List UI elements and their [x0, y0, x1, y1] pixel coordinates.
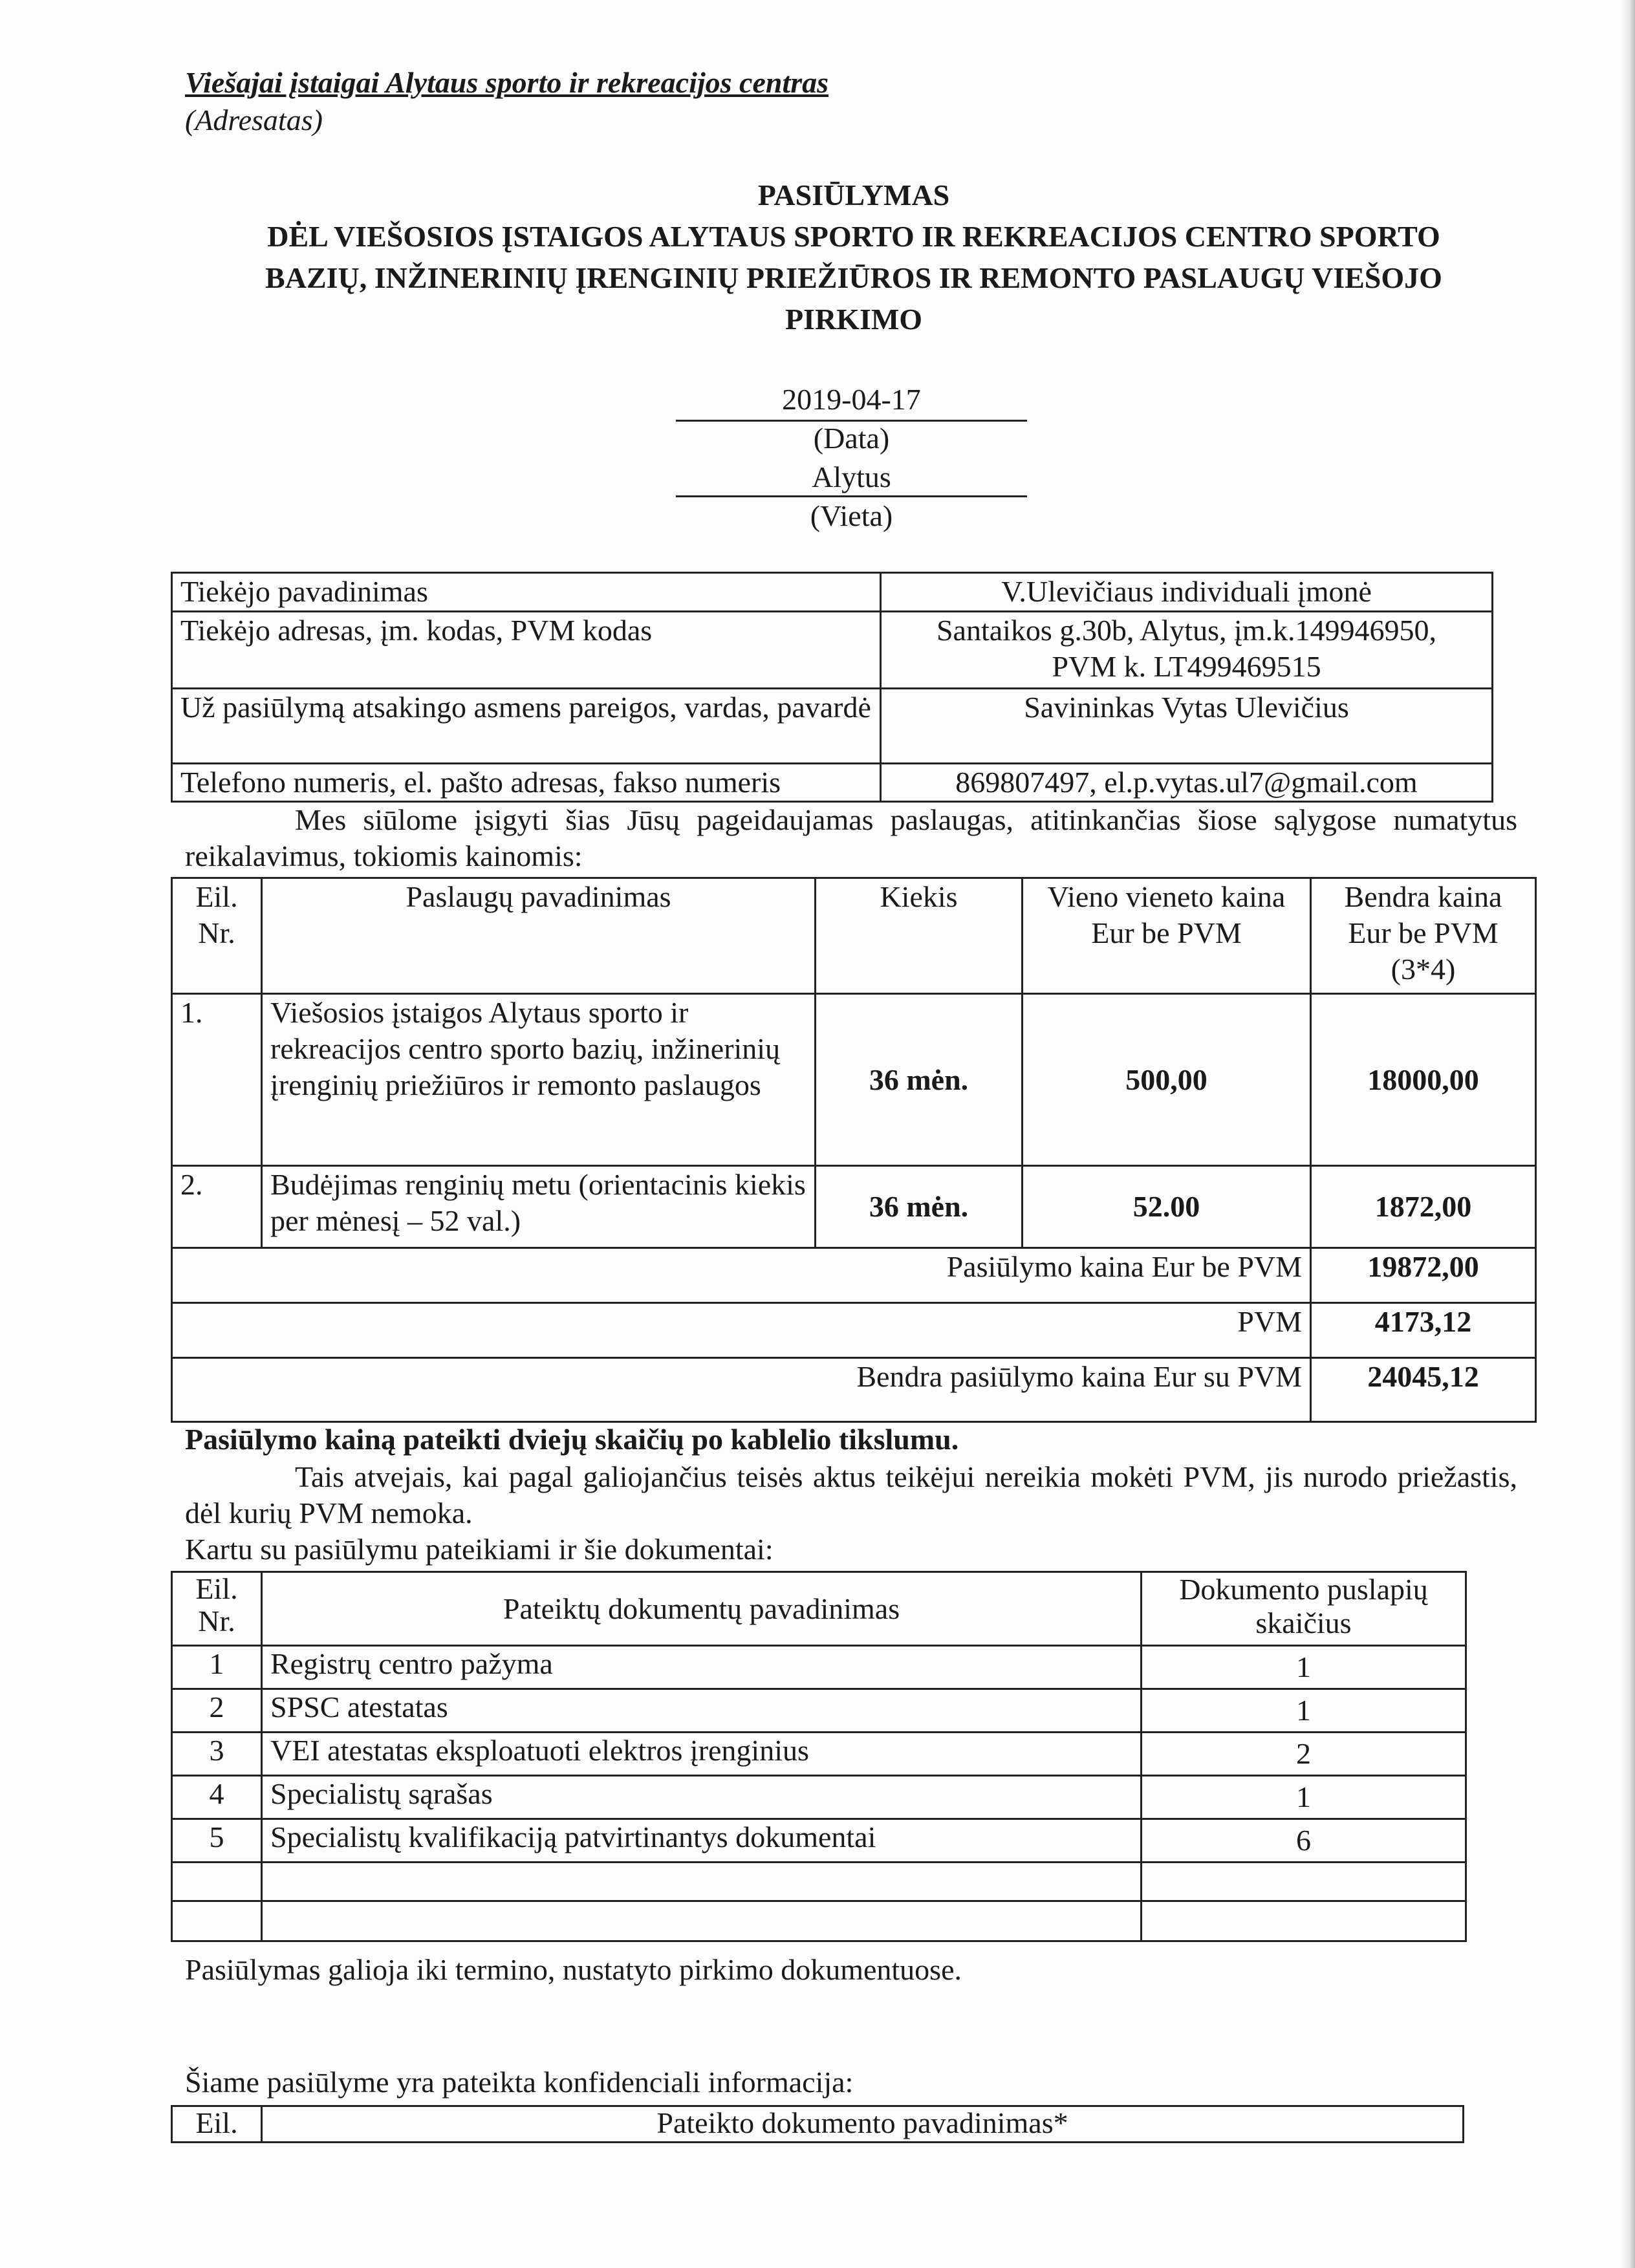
document-row: [172, 1733, 1466, 1776]
title-line: DĖL VIEŠOSIOS ĮSTAIGOS ALYTAUS SPORTO IR REKREACIJOS CENTRO SPORTO: [267, 220, 1440, 253]
service-row: [172, 1166, 1536, 1248]
validity-statement: Pasiūlymas galioja iki termino, nustatyto pirkimo dokumentuose.: [185, 1953, 962, 1986]
service-row: [172, 994, 1536, 1166]
service-nr: 2.: [172, 1166, 262, 1248]
document-row-empty: [172, 1901, 1466, 1941]
header-qty: Kiekis: [816, 878, 1023, 994]
grand-total-row: [172, 1358, 1536, 1422]
grand-total-label: Bendra pasiūlymo kaina Eur su PVM: [172, 1358, 1311, 1422]
service-name: Viešosios įstaigos Alytaus sporto ir rekreacijos centro sporto bazių, inžinerinių įrenginių priežiūros ir remonto paslaugos: [262, 994, 816, 1166]
precision-note: Pasiūlymo kainą pateikti dviejų skaičių po kablelio tikslumu.: [185, 1423, 959, 1456]
supplier-row: [172, 689, 1493, 764]
service-total: 1872,00: [1311, 1166, 1536, 1248]
total-row: [172, 1248, 1536, 1303]
supplier-row: [172, 573, 1493, 612]
document-row: [172, 1819, 1466, 1863]
supplier-value: 869807497, el.p.vytas.ul7@gmail.com: [881, 764, 1493, 802]
header-nr: Eil. Nr.: [172, 878, 262, 994]
confidential-intro: Šiame pasiūlyme yra pateikta konfidenciali informacija:: [185, 2066, 854, 2099]
services-table: [171, 877, 1537, 1423]
place-label: (Vieta): [810, 499, 893, 532]
document-row: [172, 1689, 1466, 1733]
documents-intro: Kartu su pasiūlymu pateikiami ir šie dokumentai:: [185, 1533, 774, 1566]
service-nr: 1.: [172, 994, 262, 1166]
supplier-label: Už pasiūlymą atsakingo asmens pareigos, vardas, pavardė: [172, 689, 881, 764]
place-underline: [676, 495, 1027, 497]
supplier-value: [881, 612, 1493, 689]
supplier-table: [171, 572, 1493, 803]
doc-pages: 1: [1142, 1646, 1466, 1689]
doc-nr: 4: [172, 1776, 262, 1819]
doc-name: Specialistų kvalifikaciją patvirtinantys dokumentai: [262, 1819, 1142, 1863]
header-name: Paslaugų pavadinimas: [262, 878, 816, 994]
service-qty: 36 mėn.: [816, 1166, 1023, 1248]
title-line: BAZIŲ, INŽINERINIŲ ĮRENGINIŲ PRIEŽIŪROS IR REMONTO PASLAUGŲ VIEŠOJO: [265, 261, 1442, 294]
document-row: [172, 1776, 1466, 1819]
doc-nr: 1: [172, 1646, 262, 1689]
header-unit-price: Vieno vieneto kaina Eur be PVM: [1023, 878, 1311, 994]
doc-pages: 1: [1142, 1776, 1466, 1819]
doc-name: Specialistų sąrašas: [262, 1776, 1142, 1819]
supplier-row: [172, 764, 1493, 802]
doc-nr: 2: [172, 1689, 262, 1733]
header-total: Bendra kaina Eur be PVM (3*4): [1311, 878, 1536, 994]
document-title: [171, 175, 1537, 340]
documents-header-row: [172, 1572, 1466, 1646]
intro-paragraph: Mes siūlome įsigyti šias Jūsų pageidaujamas paslaugas, atitinkančias šiose sąlygose numatytus reikalavimus, tokiomis kainomis:: [185, 803, 1517, 872]
title-line: PIRKIMO: [785, 303, 923, 336]
vat-line: PVM k. LT499469515: [1052, 650, 1321, 683]
doc-pages: 6: [1142, 1819, 1466, 1863]
vat-value: 4173,12: [1311, 1303, 1536, 1358]
supplier-label: Tiekėjo adresas, įm. kodas, PVM kodas: [172, 612, 881, 689]
header-doc-name: Pateikto dokumento pavadinimas*: [262, 2106, 1464, 2143]
title-line: PASIŪLYMAS: [757, 178, 950, 211]
doc-nr: 5: [172, 1819, 262, 1863]
service-qty: 36 mėn.: [816, 994, 1023, 1166]
scan-edge: [1621, 0, 1635, 2268]
supplier-value: Savininkas Vytas Ulevičius: [881, 689, 1493, 764]
doc-name: VEI atestatas eksploatuoti elektros įrenginius: [262, 1733, 1142, 1776]
address-line: Santaikos g.30b, Alytus, įm.k.149946950,: [936, 614, 1437, 647]
header-nr: Eil. Nr.: [172, 1572, 262, 1646]
date-value: 2019-04-17: [782, 383, 921, 416]
service-name: Budėjimas renginių metu (orientacinis kiekis per mėnesį – 52 val.): [262, 1166, 816, 1248]
doc-name: SPSC atestatas: [262, 1689, 1142, 1733]
date-place-block: [676, 380, 1027, 535]
doc-nr: 3: [172, 1733, 262, 1776]
date-label: (Data): [813, 422, 890, 455]
supplier-row: [172, 612, 1493, 689]
vat-note: Tais atvejais, kai pagal galiojančius teisės aktus teikėjui nereikia mokėti PVM, jis nurodo priežastis, dėl kurių PVM nemoka.: [185, 1460, 1517, 1529]
service-total: 18000,00: [1311, 994, 1536, 1166]
doc-pages: 1: [1142, 1689, 1466, 1733]
total-value: 19872,00: [1311, 1248, 1536, 1303]
date-underline: [676, 420, 1027, 422]
header-nr: Eil.: [172, 2106, 262, 2143]
vat-row: [172, 1303, 1536, 1358]
total-label: Pasiūlymo kaina Eur be PVM: [172, 1248, 1311, 1303]
addressee-label: (Adresatas): [185, 103, 323, 136]
supplier-label: Telefono numeris, el. pašto adresas, fakso numeris: [172, 764, 881, 802]
supplier-value: V.Ulevičiaus individuali įmonė: [881, 573, 1493, 612]
documents-table: [171, 1571, 1467, 1942]
service-unit-price: 52.00: [1023, 1166, 1311, 1248]
header-pages: Dokumento puslapių skaičius: [1142, 1572, 1466, 1646]
confidential-header-row: [172, 2106, 1464, 2143]
place-value: Alytus: [812, 460, 891, 493]
services-header-row: [172, 878, 1536, 994]
vat-label: PVM: [172, 1303, 1311, 1358]
doc-name: Registrų centro pažyma: [262, 1646, 1142, 1689]
grand-total-value: 24045,12: [1311, 1358, 1536, 1422]
addressee-name: Viešajai įstaigai Alytaus sporto ir rekreacijos centras: [185, 66, 829, 99]
header-doc-name: Pateiktų dokumentų pavadinimas: [262, 1572, 1142, 1646]
doc-pages: 2: [1142, 1733, 1466, 1776]
document-row: [172, 1646, 1466, 1689]
supplier-label: Tiekėjo pavadinimas: [172, 573, 881, 612]
service-unit-price: 500,00: [1023, 994, 1311, 1166]
confidential-table: [171, 2105, 1464, 2143]
document-row-empty: [172, 1863, 1466, 1901]
